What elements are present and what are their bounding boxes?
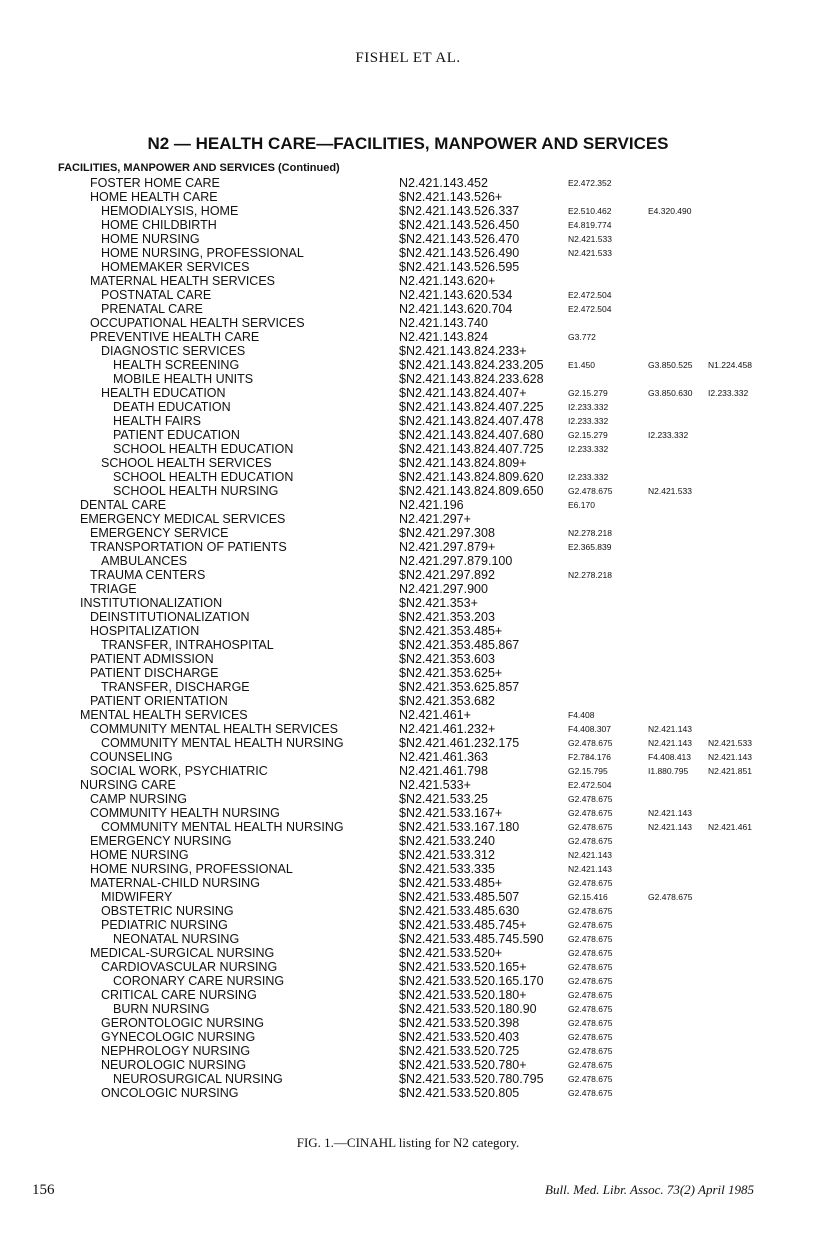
row-code: N2.421.461.232+ <box>399 722 496 736</box>
row-related-code: G3.772 <box>568 332 596 342</box>
row-term: HOSPITALIZATION <box>90 624 200 638</box>
row-code: $N2.421.353.625+ <box>399 666 503 680</box>
row-term: TRANSFER, INTRAHOSPITAL <box>101 638 274 652</box>
row-term: MATERNAL-CHILD NURSING <box>90 876 260 890</box>
row-related-code: G2.478.675 <box>568 962 613 972</box>
row-code: $N2.421.533.520.403 <box>399 1030 520 1044</box>
row-related-code: G3.850.525 <box>648 360 693 370</box>
row-related-code: F2.784.176 <box>568 752 612 762</box>
table-row <box>0 288 816 302</box>
journal-citation: Bull. Med. Libr. Assoc. 73(2) April 1985 <box>545 1182 754 1197</box>
row-code: $N2.421.143.824.809+ <box>399 456 527 470</box>
row-term: PATIENT ADMISSION <box>90 652 214 666</box>
row-related-code: N2.421.143 <box>648 808 692 818</box>
table-row <box>0 904 816 918</box>
table-row <box>0 848 816 862</box>
row-term: EMERGENCY SERVICE <box>90 526 229 540</box>
row-term: COMMUNITY HEALTH NURSING <box>90 806 280 820</box>
row-related-code: G2.478.675 <box>568 836 613 846</box>
table-row <box>0 316 816 330</box>
row-related-code: N2.421.461 <box>708 822 752 832</box>
row-term: DIAGNOSTIC SERVICES <box>101 344 246 358</box>
listing-table <box>0 176 816 1100</box>
table-row <box>0 708 816 722</box>
row-related-code: I1.880.795 <box>648 766 689 776</box>
row-related-code: I2.233.332 <box>568 402 609 412</box>
row-term: GERONTOLOGIC NURSING <box>101 1016 264 1030</box>
row-term: HOME CHILDBIRTH <box>101 218 217 232</box>
table-row <box>0 960 816 974</box>
row-code: $N2.421.143.824.407.225 <box>399 400 544 414</box>
row-related-code: G2.15.795 <box>568 766 608 776</box>
table-row <box>0 1016 816 1030</box>
table-row <box>0 596 816 610</box>
row-term: AMBULANCES <box>101 554 188 568</box>
row-code: $N2.421.533.520.165+ <box>399 960 527 974</box>
section-heading: FACILITIES, MANPOWER AND SERVICES (Continued) <box>58 162 340 174</box>
row-term: MOBILE HEALTH UNITS <box>113 372 254 386</box>
row-term: HOMEMAKER SERVICES <box>101 260 250 274</box>
row-term: SOCIAL WORK, PSYCHIATRIC <box>90 764 268 778</box>
row-term: OBSTETRIC NURSING <box>101 904 234 918</box>
row-related-code: N2.421.143 <box>648 724 692 734</box>
table-row <box>0 176 816 190</box>
row-related-code: N2.421.143 <box>648 822 692 832</box>
table-row <box>0 610 816 624</box>
row-related-code: I2.233.332 <box>708 388 749 398</box>
table-row <box>0 1030 816 1044</box>
row-term: HEMODIALYSIS, HOME <box>101 204 239 218</box>
table-row <box>0 246 816 260</box>
row-term: TRANSPORTATION OF PATIENTS <box>90 540 287 554</box>
row-related-code: E4.320.490 <box>648 206 692 216</box>
row-code: $N2.421.533.485.745.590 <box>399 932 544 946</box>
row-code: N2.421.461+ <box>399 708 471 722</box>
table-row <box>0 470 816 484</box>
table-row <box>0 820 816 834</box>
row-term: COMMUNITY MENTAL HEALTH NURSING <box>101 820 344 834</box>
table-row <box>0 638 816 652</box>
row-related-code: N2.421.143 <box>568 850 612 860</box>
row-code: $N2.421.533.312 <box>399 848 495 862</box>
row-code: $N2.421.143.526.337 <box>399 204 520 218</box>
table-row <box>0 1086 816 1100</box>
table-row <box>0 274 816 288</box>
row-code: $N2.421.533.485.630 <box>399 904 520 918</box>
table-row <box>0 862 816 876</box>
row-code: $N2.421.143.526.490 <box>399 246 520 260</box>
row-code: N2.421.143.620.704 <box>399 302 513 316</box>
row-term: OCCUPATIONAL HEALTH SERVICES <box>90 316 305 330</box>
table-row <box>0 722 816 736</box>
row-related-code: E2.472.504 <box>568 290 612 300</box>
row-related-code: G2.15.279 <box>568 388 608 398</box>
row-term: EMERGENCY MEDICAL SERVICES <box>80 512 286 526</box>
row-code: $N2.421.533.240 <box>399 834 495 848</box>
row-term: PEDIATRIC NURSING <box>101 918 228 932</box>
row-related-code: N2.421.851 <box>708 766 752 776</box>
row-term: DEATH EDUCATION <box>113 400 231 414</box>
row-related-code: G2.478.675 <box>568 1060 613 1070</box>
row-related-code: N2.278.218 <box>568 570 612 580</box>
row-term: PATIENT ORIENTATION <box>90 694 228 708</box>
table-row <box>0 750 816 764</box>
row-related-code: G2.478.675 <box>568 794 613 804</box>
row-term: FOSTER HOME CARE <box>90 176 220 190</box>
row-term: INSTITUTIONALIZATION <box>80 596 223 610</box>
page-title: N2 — HEALTH CARE—FACILITIES, MANPOWER AND SERVICES <box>147 134 669 153</box>
row-term: COMMUNITY MENTAL HEALTH SERVICES <box>90 722 338 736</box>
row-code: N2.421.461.798 <box>399 764 488 778</box>
row-related-code: N2.421.533 <box>568 248 612 258</box>
table-row <box>0 792 816 806</box>
row-code: $N2.421.143.824.407+ <box>399 386 527 400</box>
row-term: NEUROLOGIC NURSING <box>101 1058 247 1072</box>
row-term: MATERNAL HEALTH SERVICES <box>90 274 275 288</box>
row-term: SCHOOL HEALTH NURSING <box>113 484 279 498</box>
row-related-code: N2.421.143 <box>708 752 752 762</box>
table-row <box>0 218 816 232</box>
row-related-code: G2.15.416 <box>568 892 608 902</box>
row-code: $N2.421.533.520.725 <box>399 1044 520 1058</box>
row-term: HOME NURSING <box>101 232 200 246</box>
row-term: GYNECOLOGIC NURSING <box>101 1030 256 1044</box>
row-related-code: G3.850.630 <box>648 388 693 398</box>
row-related-code: G2.478.675 <box>568 990 613 1000</box>
row-related-code: G2.478.675 <box>568 1032 613 1042</box>
table-row <box>0 232 816 246</box>
row-related-code: N2.421.533 <box>708 738 752 748</box>
row-term: NEPHROLOGY NURSING <box>101 1044 251 1058</box>
row-code: $N2.421.143.824.233.628 <box>399 372 544 386</box>
row-term: HEALTH EDUCATION <box>101 386 226 400</box>
row-code: $N2.421.143.824.407.680 <box>399 428 544 442</box>
row-related-code: G2.478.675 <box>648 892 693 902</box>
row-code: $N2.421.533.520.165.170 <box>399 974 544 988</box>
row-code: $N2.421.533.520.398 <box>399 1016 520 1030</box>
row-code: $N2.421.143.824.407.478 <box>399 414 544 428</box>
row-term: TRANSFER, DISCHARGE <box>101 680 250 694</box>
row-code: $N2.421.143.526.595 <box>399 260 520 274</box>
table-row <box>0 778 816 792</box>
table-row <box>0 652 816 666</box>
table-row <box>0 876 816 890</box>
row-code: $N2.421.461.232.175 <box>399 736 520 750</box>
row-code: $N2.421.143.526+ <box>399 190 503 204</box>
table-row <box>0 302 816 316</box>
table-row <box>0 918 816 932</box>
row-code: N2.421.297.879.100 <box>399 554 513 568</box>
row-term: SCHOOL HEALTH EDUCATION <box>113 470 294 484</box>
table-row <box>0 400 816 414</box>
row-code: $N2.421.533.520.780+ <box>399 1058 527 1072</box>
row-code: $N2.421.143.824.809.620 <box>399 470 544 484</box>
row-code: $N2.421.533.167.180 <box>399 820 520 834</box>
row-related-code: E2.472.352 <box>568 178 612 188</box>
table-row <box>0 582 816 596</box>
table-row <box>0 442 816 456</box>
row-related-code: I2.233.332 <box>568 472 609 482</box>
table-row <box>0 1002 816 1016</box>
table-row <box>0 624 816 638</box>
row-term: NEONATAL NURSING <box>113 932 240 946</box>
row-code: N2.421.143.620.534 <box>399 288 513 302</box>
table-row <box>0 456 816 470</box>
row-related-code: I2.233.332 <box>568 416 609 426</box>
row-related-code: E2.472.504 <box>568 780 612 790</box>
row-related-code: G2.478.675 <box>568 822 613 832</box>
row-term: NEUROSURGICAL NURSING <box>113 1072 283 1086</box>
row-term: PATIENT DISCHARGE <box>90 666 219 680</box>
row-term: CARDIOVASCULAR NURSING <box>101 960 278 974</box>
row-related-code: N2.421.533 <box>568 234 612 244</box>
row-related-code: N1.224.458 <box>708 360 752 370</box>
table-row <box>0 680 816 694</box>
table-row <box>0 414 816 428</box>
row-code: $N2.421.533.520.780.795 <box>399 1072 544 1086</box>
row-related-code: E6.170 <box>568 500 595 510</box>
table-row <box>0 526 816 540</box>
row-term: CRITICAL CARE NURSING <box>101 988 257 1002</box>
row-term: MEDICAL-SURGICAL NURSING <box>90 946 275 960</box>
row-term: BURN NURSING <box>113 1002 210 1016</box>
row-related-code: E2.365.839 <box>568 542 612 552</box>
table-row <box>0 1058 816 1072</box>
table-row <box>0 498 816 512</box>
row-code: $N2.421.143.824.407.725 <box>399 442 544 456</box>
table-row <box>0 554 816 568</box>
table-row <box>0 568 816 582</box>
row-code: $N2.421.353.485+ <box>399 624 503 638</box>
row-code: $N2.421.533.520.180.90 <box>399 1002 537 1016</box>
table-row <box>0 764 816 778</box>
row-related-code: G2.478.675 <box>568 934 613 944</box>
row-term: PATIENT EDUCATION <box>113 428 240 442</box>
row-related-code: E1.450 <box>568 360 595 370</box>
row-code: $N2.421.533.167+ <box>399 806 503 820</box>
row-term: POSTNATAL CARE <box>101 288 212 302</box>
table-row <box>0 540 816 554</box>
row-code: $N2.421.353+ <box>399 596 478 610</box>
table-row <box>0 428 816 442</box>
row-term: TRIAGE <box>90 582 137 596</box>
row-code: N2.421.143.740 <box>399 316 488 330</box>
row-code: N2.421.143.620+ <box>399 274 496 288</box>
row-term: DEINSTITUTIONALIZATION <box>90 610 250 624</box>
row-term: SCHOOL HEALTH SERVICES <box>101 456 272 470</box>
figure-caption: FIG. 1.—CINAHL listing for N2 category. <box>296 1135 520 1150</box>
row-code: $N2.421.143.824.809.650 <box>399 484 544 498</box>
table-row <box>0 358 816 372</box>
row-related-code: N2.421.143 <box>568 864 612 874</box>
row-term: MENTAL HEALTH SERVICES <box>80 708 248 722</box>
row-related-code: I2.233.332 <box>648 430 689 440</box>
row-related-code: F4.408.307 <box>568 724 612 734</box>
table-row <box>0 890 816 904</box>
table-row <box>0 694 816 708</box>
row-term: HOME NURSING <box>90 848 189 862</box>
table-row <box>0 946 816 960</box>
table-row <box>0 974 816 988</box>
row-related-code: E2.472.504 <box>568 304 612 314</box>
row-term: ONCOLOGIC NURSING <box>101 1086 239 1100</box>
table-row <box>0 330 816 344</box>
row-related-code: G2.478.675 <box>568 976 613 986</box>
row-term: CAMP NURSING <box>90 792 188 806</box>
row-term: TRAUMA CENTERS <box>90 568 206 582</box>
table-row <box>0 190 816 204</box>
row-related-code: I2.233.332 <box>568 444 609 454</box>
row-code: $N2.421.533.520.180+ <box>399 988 527 1002</box>
row-term: NURSING CARE <box>80 778 176 792</box>
table-row <box>0 260 816 274</box>
row-code: $N2.421.353.603 <box>399 652 495 666</box>
row-related-code: G2.478.675 <box>568 486 613 496</box>
table-row <box>0 834 816 848</box>
table-row <box>0 204 816 218</box>
table-row <box>0 806 816 820</box>
table-row <box>0 932 816 946</box>
row-code: $N2.421.533.485+ <box>399 876 503 890</box>
row-code: $N2.421.143.526.470 <box>399 232 520 246</box>
row-term: HEALTH SCREENING <box>113 358 240 372</box>
row-code: $N2.421.533.335 <box>399 862 495 876</box>
table-row <box>0 736 816 750</box>
row-term: HOME HEALTH CARE <box>90 190 218 204</box>
row-term: DENTAL CARE <box>80 498 167 512</box>
row-related-code: G2.478.675 <box>568 948 613 958</box>
page-number: 156 <box>32 1182 55 1198</box>
row-code: $N2.421.143.824.233.205 <box>399 358 544 372</box>
row-related-code: G2.478.675 <box>568 808 613 818</box>
table-row <box>0 512 816 526</box>
table-row <box>0 1044 816 1058</box>
row-related-code: G2.478.675 <box>568 1046 613 1056</box>
row-code: N2.421.297.879+ <box>399 540 496 554</box>
row-related-code: G2.15.279 <box>568 430 608 440</box>
row-code: $N2.421.533.25 <box>399 792 488 806</box>
table-row <box>0 386 816 400</box>
row-code: $N2.421.297.892 <box>399 568 495 582</box>
table-row <box>0 372 816 386</box>
row-related-code: G2.478.675 <box>568 1004 613 1014</box>
row-related-code: N2.421.143 <box>648 738 692 748</box>
row-related-code: E4.819.774 <box>568 220 612 230</box>
row-term: SCHOOL HEALTH EDUCATION <box>113 442 294 456</box>
row-code: N2.421.143.824 <box>399 330 488 344</box>
row-term: PREVENTIVE HEALTH CARE <box>90 330 260 344</box>
row-related-code: G2.478.675 <box>568 920 613 930</box>
table-row <box>0 1072 816 1086</box>
row-code: N2.421.143.452 <box>399 176 488 190</box>
row-code: $N2.421.353.625.857 <box>399 680 520 694</box>
row-code: $N2.421.533.520+ <box>399 946 503 960</box>
row-code: $N2.421.297.308 <box>399 526 495 540</box>
table-row <box>0 344 816 358</box>
row-related-code: G2.478.675 <box>568 878 613 888</box>
row-code: N2.421.533+ <box>399 778 471 792</box>
row-term: CORONARY CARE NURSING <box>113 974 285 988</box>
row-code: N2.421.461.363 <box>399 750 488 764</box>
table-row <box>0 988 816 1002</box>
row-code: N2.421.196 <box>399 498 464 512</box>
row-code: N2.421.297+ <box>399 512 471 526</box>
running-head: FISHEL ET AL. <box>355 50 461 66</box>
row-code: $N2.421.533.520.805 <box>399 1086 520 1100</box>
row-related-code: G2.478.675 <box>568 1088 613 1098</box>
row-related-code: G2.478.675 <box>568 738 613 748</box>
row-term: HEALTH FAIRS <box>113 414 201 428</box>
row-code: $N2.421.353.203 <box>399 610 495 624</box>
row-related-code: N2.421.533 <box>648 486 692 496</box>
row-code: $N2.421.533.485.745+ <box>399 918 527 932</box>
row-code: $N2.421.143.824.233+ <box>399 344 527 358</box>
row-code: $N2.421.353.682 <box>399 694 495 708</box>
row-code: $N2.421.353.485.867 <box>399 638 520 652</box>
row-related-code: N2.278.218 <box>568 528 612 538</box>
row-term: HOME NURSING, PROFESSIONAL <box>101 246 304 260</box>
row-term: COMMUNITY MENTAL HEALTH NURSING <box>101 736 344 750</box>
row-term: COUNSELING <box>90 750 173 764</box>
row-term: EMERGENCY NURSING <box>90 834 232 848</box>
row-related-code: E2.510.462 <box>568 206 612 216</box>
row-term: PRENATAL CARE <box>101 302 203 316</box>
row-code: N2.421.297.900 <box>399 582 488 596</box>
row-related-code: F4.408 <box>568 710 595 720</box>
row-term: HOME NURSING, PROFESSIONAL <box>90 862 293 876</box>
table-row <box>0 666 816 680</box>
row-related-code: G2.478.675 <box>568 1018 613 1028</box>
row-code: $N2.421.533.485.507 <box>399 890 520 904</box>
row-term: MIDWIFERY <box>101 890 173 904</box>
row-related-code: G2.478.675 <box>568 906 613 916</box>
row-related-code: F4.408.413 <box>648 752 692 762</box>
row-related-code: G2.478.675 <box>568 1074 613 1084</box>
row-code: $N2.421.143.526.450 <box>399 218 520 232</box>
table-row <box>0 484 816 498</box>
